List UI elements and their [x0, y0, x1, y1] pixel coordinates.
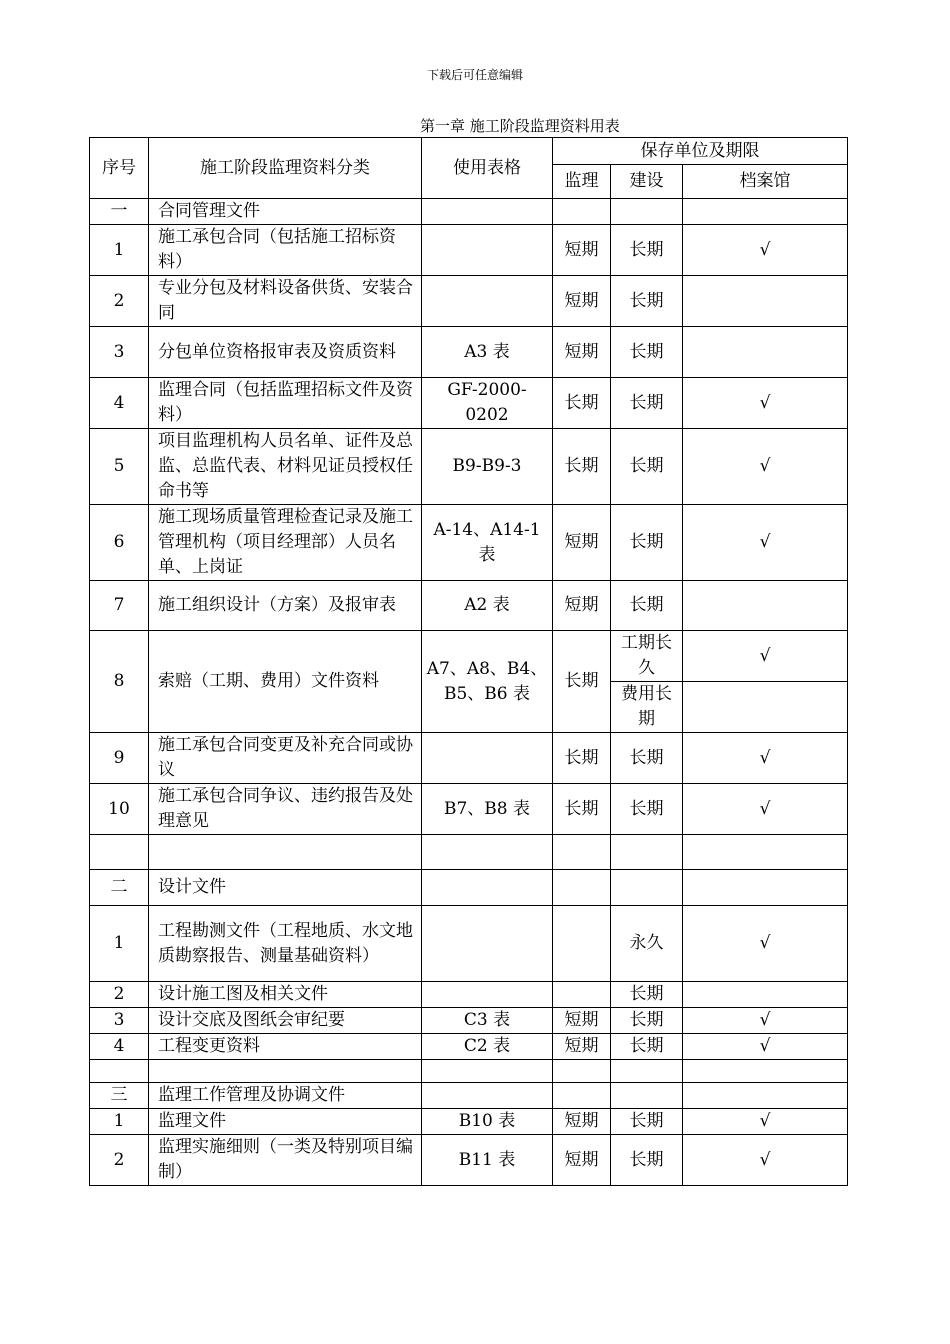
row-category: 工程变更资料 [149, 1034, 422, 1060]
row-form: B10 表 [422, 1109, 553, 1135]
row-form [422, 982, 553, 1008]
table-row [90, 276, 848, 327]
row-seq: 1 [90, 1109, 149, 1135]
row-archive: √ [683, 1008, 848, 1034]
row-supervision: 短期 [553, 225, 611, 276]
row-supervision [553, 199, 611, 225]
row-supervision: 短期 [553, 1034, 611, 1060]
row-category: 合同管理文件 [149, 199, 422, 225]
row-form [422, 1083, 553, 1109]
row-construction: 长期 [611, 327, 683, 378]
row-form: B7、B8 表 [422, 784, 553, 835]
row-category: 监理工作管理及协调文件 [149, 1083, 422, 1109]
row-supervision [553, 1060, 611, 1083]
row-construction: 长期 [611, 581, 683, 631]
row-supervision [553, 835, 611, 870]
row-seq: 4 [90, 1034, 149, 1060]
row-construction: 长期 [611, 429, 683, 505]
row-construction: 长期 [611, 1034, 683, 1060]
table-row [90, 733, 848, 784]
header-note: 下载后可任意编辑 [426, 68, 523, 82]
table-row [90, 1008, 848, 1034]
row-category: 工程勘测文件（工程地质、水文地质勘察报告、测量基础资料） [149, 906, 422, 982]
table-row [90, 1109, 848, 1135]
row-category: 施工组织设计（方案）及报审表 [149, 581, 422, 631]
row-form [422, 870, 553, 906]
table-row [90, 505, 848, 581]
table-row [90, 429, 848, 505]
row-category: 施工承包合同变更及补充合同或协议 [149, 733, 422, 784]
row-construction: 长期 [611, 1109, 683, 1135]
table-row [90, 378, 848, 429]
table-row [90, 1135, 848, 1186]
row-category: 专业分包及材料设备供货、安装合同 [149, 276, 422, 327]
table-row [90, 225, 848, 276]
table-row [90, 581, 848, 631]
records-table [89, 137, 848, 1186]
header-retention: 保存单位及期限 [553, 138, 848, 165]
row-archive: √ [683, 784, 848, 835]
row-archive: √ [683, 1034, 848, 1060]
row-archive [683, 1083, 848, 1109]
row-supervision: 短期 [553, 1008, 611, 1034]
table-row [90, 835, 848, 870]
row-archive [683, 276, 848, 327]
row-seq [90, 835, 149, 870]
header-archive: 档案馆 [683, 165, 848, 199]
row-form [422, 835, 553, 870]
row-archive [683, 327, 848, 378]
row-construction [611, 1083, 683, 1109]
row-construction [611, 835, 683, 870]
row-seq: 7 [90, 581, 149, 631]
row-category: 施工现场质量管理检查记录及施工管理机构（项目经理部）人员名单、上岗证 [149, 505, 422, 581]
header-form: 使用表格 [422, 138, 553, 199]
row-construction: 长期 [611, 784, 683, 835]
row-category: 分包单位资格报审表及资质资料 [149, 327, 422, 378]
row-form: A7、A8、B4、B5、B6 表 [422, 631, 553, 733]
row-construction: 长期 [611, 1008, 683, 1034]
row-form: B11 表 [422, 1135, 553, 1186]
row-construction: 长期 [611, 378, 683, 429]
row-construction: 工期长久 [611, 631, 683, 682]
table-row [90, 906, 848, 982]
row-seq: 1 [90, 906, 149, 982]
row-seq: 三 [90, 1083, 149, 1109]
row-form [422, 906, 553, 982]
row-seq: 2 [90, 276, 149, 327]
page-title: 第一章 施工阶段监理资料用表 [420, 117, 620, 135]
row-seq: 10 [90, 784, 149, 835]
row-supervision: 短期 [553, 1135, 611, 1186]
row-category: 监理文件 [149, 1109, 422, 1135]
row-seq: 9 [90, 733, 149, 784]
row-archive [683, 982, 848, 1008]
row-construction: 长期 [611, 982, 683, 1008]
row-supervision: 短期 [553, 505, 611, 581]
row-supervision [553, 906, 611, 982]
row-supervision: 长期 [553, 429, 611, 505]
row-supervision: 短期 [553, 327, 611, 378]
row-category [149, 1060, 422, 1083]
row-supervision [553, 870, 611, 906]
row-supervision: 长期 [553, 631, 611, 733]
row-seq: 2 [90, 982, 149, 1008]
row-archive [683, 835, 848, 870]
row-construction [611, 1060, 683, 1083]
row-form [422, 225, 553, 276]
row-category: 设计交底及图纸会审纪要 [149, 1008, 422, 1034]
row-archive [683, 1060, 848, 1083]
table-row [90, 870, 848, 906]
row-seq [90, 1060, 149, 1083]
row-seq: 8 [90, 631, 149, 733]
row-category: 施工承包合同争议、违约报告及处理意见 [149, 784, 422, 835]
row-construction: 长期 [611, 225, 683, 276]
row-archive: √ [683, 733, 848, 784]
row-supervision: 短期 [553, 581, 611, 631]
row-category: 项目监理机构人员名单、证件及总监、总监代表、材料见证员授权任命书等 [149, 429, 422, 505]
row-archive: √ [683, 631, 848, 682]
row-supervision: 长期 [553, 378, 611, 429]
row-construction [611, 870, 683, 906]
row-construction: 永久 [611, 906, 683, 982]
row-seq: 2 [90, 1135, 149, 1186]
row-archive: √ [683, 906, 848, 982]
row-form [422, 1060, 553, 1083]
row-archive: √ [683, 429, 848, 505]
row-construction: 长期 [611, 733, 683, 784]
row-form [422, 199, 553, 225]
row-form: C2 表 [422, 1034, 553, 1060]
row-supervision [553, 982, 611, 1008]
row-archive: √ [683, 505, 848, 581]
row-supervision: 短期 [553, 276, 611, 327]
row-archive [683, 581, 848, 631]
row-category: 设计施工图及相关文件 [149, 982, 422, 1008]
row-form [422, 733, 553, 784]
header-seq: 序号 [90, 138, 149, 199]
row-supervision: 长期 [553, 733, 611, 784]
row-seq: 一 [90, 199, 149, 225]
row-form: B9-B9-3 [422, 429, 553, 505]
row-form: A2 表 [422, 581, 553, 631]
row-archive [683, 199, 848, 225]
table-row [90, 327, 848, 378]
row-archive: √ [683, 1109, 848, 1135]
row-seq: 1 [90, 225, 149, 276]
row-category: 索赔（工期、费用）文件资料 [149, 631, 422, 733]
row-archive: √ [683, 1135, 848, 1186]
row-category: 监理实施细则（一类及特别项目编制） [149, 1135, 422, 1186]
row-form: A3 表 [422, 327, 553, 378]
table-row [90, 199, 848, 225]
row-category: 监理合同（包括监理招标文件及资料） [149, 378, 422, 429]
table-row [90, 1034, 848, 1060]
row-supervision: 短期 [553, 1109, 611, 1135]
header-construction: 建设 [611, 165, 683, 199]
row-construction: 长期 [611, 1135, 683, 1186]
table-row [90, 631, 848, 682]
table-row [90, 982, 848, 1008]
row-construction: 费用长期 [611, 682, 683, 733]
row-construction: 长期 [611, 505, 683, 581]
row-seq: 4 [90, 378, 149, 429]
table-row [90, 1060, 848, 1083]
row-seq: 二 [90, 870, 149, 906]
row-archive [683, 682, 848, 733]
row-archive [683, 870, 848, 906]
row-archive: √ [683, 225, 848, 276]
row-form: A-14、A14-1表 [422, 505, 553, 581]
row-construction: 长期 [611, 276, 683, 327]
row-supervision: 长期 [553, 784, 611, 835]
row-form: C3 表 [422, 1008, 553, 1034]
row-construction [611, 199, 683, 225]
row-category [149, 835, 422, 870]
header-category: 施工阶段监理资料分类 [149, 138, 422, 199]
row-supervision [553, 1083, 611, 1109]
row-seq: 3 [90, 1008, 149, 1034]
table-row [90, 784, 848, 835]
row-category: 施工承包合同（包括施工招标资料） [149, 225, 422, 276]
row-archive: √ [683, 378, 848, 429]
row-seq: 5 [90, 429, 149, 505]
row-form: GF-2000-0202 [422, 378, 553, 429]
row-category: 设计文件 [149, 870, 422, 906]
header-supervision: 监理 [553, 165, 611, 199]
table-row [90, 1083, 848, 1109]
row-seq: 6 [90, 505, 149, 581]
row-seq: 3 [90, 327, 149, 378]
row-form [422, 276, 553, 327]
